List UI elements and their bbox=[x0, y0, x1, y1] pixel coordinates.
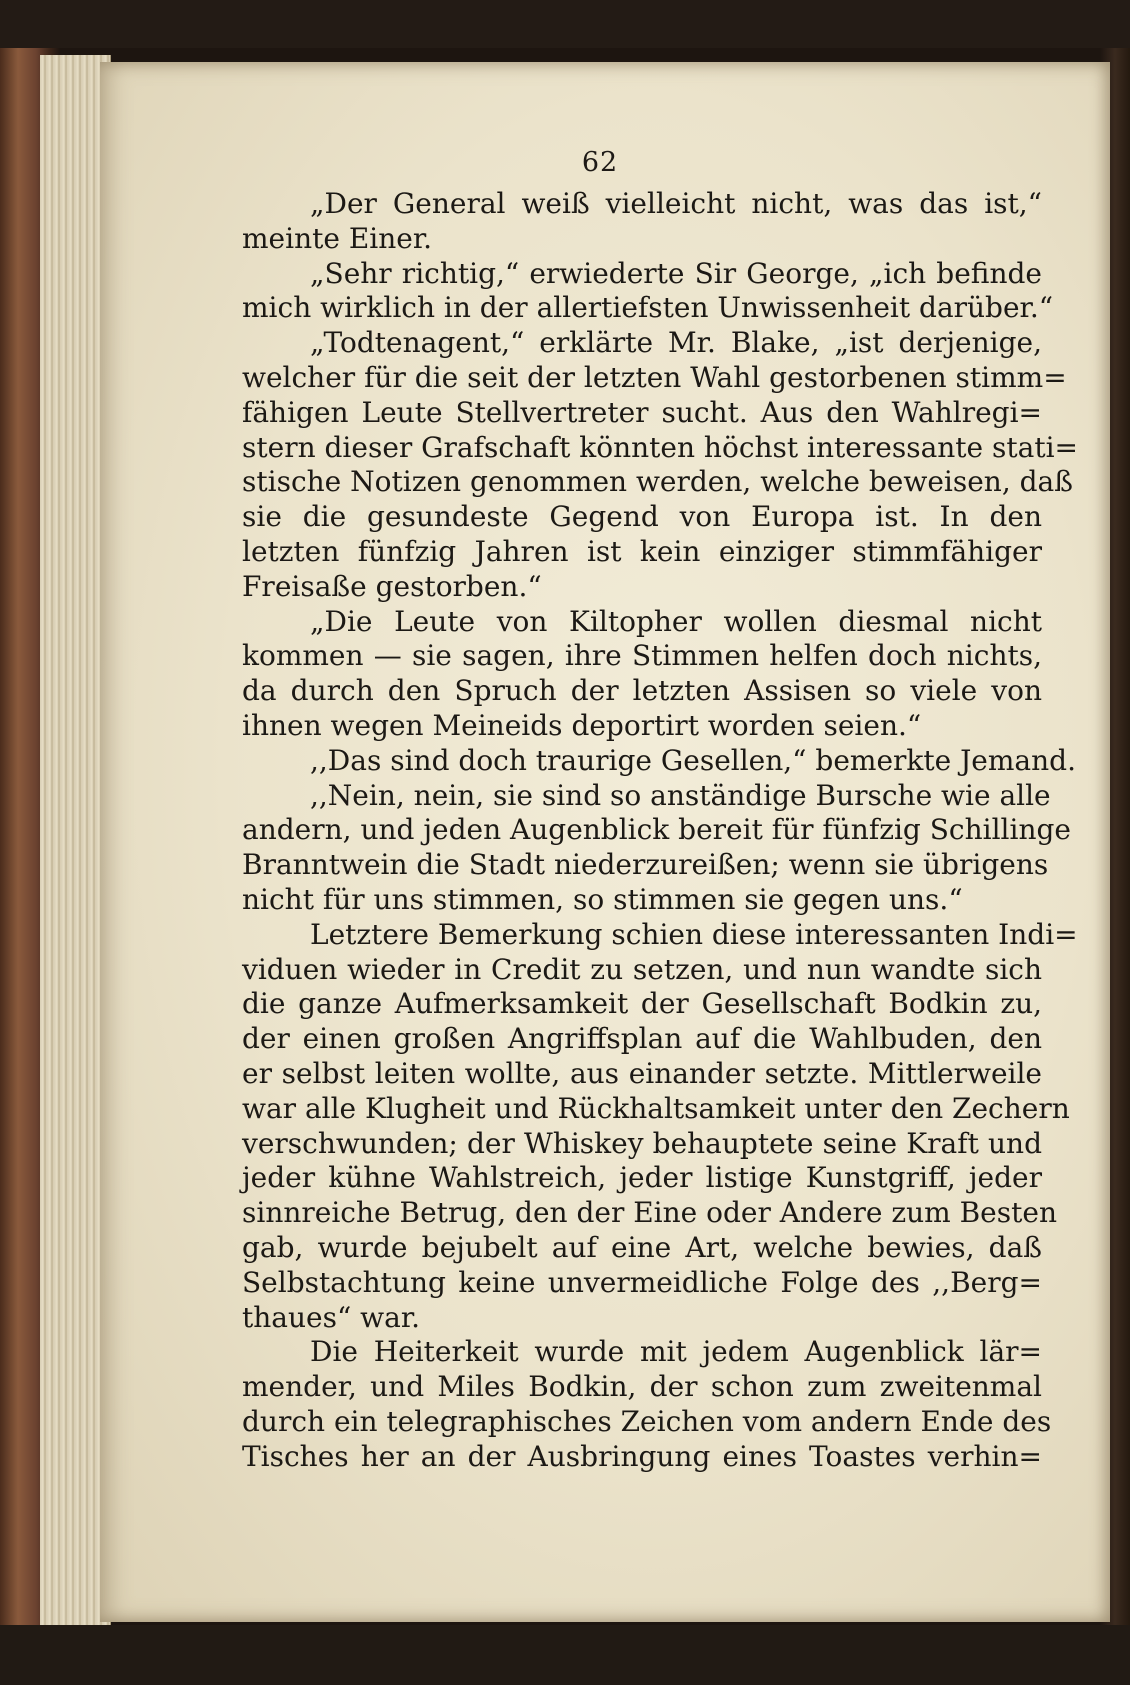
text-line: nicht für uns stimmen, so stimmen sie gegen uns.“ bbox=[242, 882, 963, 916]
book-page bbox=[100, 62, 1110, 1622]
text-line: „Sehr richtig,“ erwiederte Sir George, „ich befinde bbox=[310, 256, 1042, 290]
text-line: ,,Das sind doch traurige Gesellen,“ bemerkte Jemand. bbox=[310, 743, 1076, 777]
text-line: ihnen wegen Meineids deportirt worden seien.“ bbox=[242, 708, 922, 742]
text-line: thaues“ war. bbox=[242, 1300, 421, 1334]
text-line: sinnreiche Betrug, den der Eine oder Andere zum Besten bbox=[242, 1196, 1057, 1230]
page-number: 62 bbox=[581, 147, 619, 178]
text-line: „Die Leute von Kiltopher wollen diesmal nicht bbox=[310, 604, 1042, 638]
text-line: kommen — sie sagen, ihre Stimmen helfen doch nichts, bbox=[242, 639, 1042, 673]
text-line: Tisches her an der Ausbringung eines Toastes verhin= bbox=[242, 1439, 1042, 1473]
text-line: Letztere Bemerkung schien diese interessanten Indi= bbox=[310, 917, 1078, 951]
text-line: fähigen Leute Stellvertreter sucht. Aus den Wahlregi= bbox=[242, 395, 1042, 429]
text-line: viduen wieder in Credit zu setzen, und nun wandte sich bbox=[242, 952, 1042, 986]
text-line: gab, wurde bejubelt auf eine Art, welche bewies, daß bbox=[242, 1230, 1042, 1264]
text-line: Die Heiterkeit wurde mit jedem Augenblick lär= bbox=[310, 1335, 1042, 1369]
scan-bottom-border bbox=[0, 1625, 1130, 1685]
text-line: da durch den Spruch der letzten Assisen so viele von bbox=[242, 674, 1042, 708]
scan-top-border bbox=[0, 0, 1130, 48]
text-line: Branntwein die Stadt niederzureißen; wenn sie übrigens bbox=[242, 848, 1049, 882]
text-line: war alle Klugheit und Rückhaltsamkeit unter den Zechern bbox=[242, 1091, 1070, 1125]
text-line: welcher für die seit der letzten Wahl gestorbenen stimm= bbox=[242, 360, 1067, 394]
text-line: verschwunden; der Whiskey behauptete seine Kraft und bbox=[242, 1126, 1042, 1160]
text-line: meinte Einer. bbox=[242, 221, 433, 255]
text-line: er selbst leiten wollte, aus einander setzte. Mittlerweile bbox=[242, 1056, 1042, 1090]
text-line: der einen großen Angriffsplan auf die Wahlbuden, den bbox=[242, 1022, 1042, 1056]
text-line: sie die gesundeste Gegend von Europa ist. In den bbox=[242, 500, 1042, 534]
text-line: stern dieser Grafschaft könnten höchst interessante stati= bbox=[242, 430, 1078, 464]
text-line: mender, und Miles Bodkin, der schon zum zweitenmal bbox=[242, 1370, 1042, 1404]
body-text bbox=[242, 187, 1078, 1474]
text-line: andern, und jeden Augenblick bereit für fünfzig Schillinge bbox=[242, 813, 1071, 847]
text-line: „Todtenagent,“ erklärte Mr. Blake, „ist derjenige, bbox=[310, 326, 1042, 360]
text-line: letzten fünfzig Jahren ist kein einziger stimmfähiger bbox=[242, 534, 1042, 568]
text-line: „Der General weiß vielleicht nicht, was das ist,“ bbox=[310, 187, 1042, 220]
text-line: Freisaße gestorben.“ bbox=[242, 569, 542, 603]
text-line: mich wirklich in der allertiefsten Unwissenheit darüber.“ bbox=[242, 291, 1054, 325]
text-line: die ganze Aufmerksamkeit der Gesellschaft Bodkin zu, bbox=[242, 987, 1042, 1021]
text-line: ,,Nein, nein, sie sind so anständige Bursche wie alle bbox=[310, 778, 1051, 812]
text-line: jeder kühne Wahlstreich, jeder listige Kunstgriff, jeder bbox=[242, 1161, 1042, 1195]
text-line: Selbstachtung keine unvermeidliche Folge des ,,Berg= bbox=[242, 1265, 1042, 1299]
text-line: durch ein telegraphisches Zeichen vom andern Ende des bbox=[242, 1404, 1052, 1438]
text-line: stische Notizen genommen werden, welche beweisen, daß bbox=[242, 465, 1073, 499]
